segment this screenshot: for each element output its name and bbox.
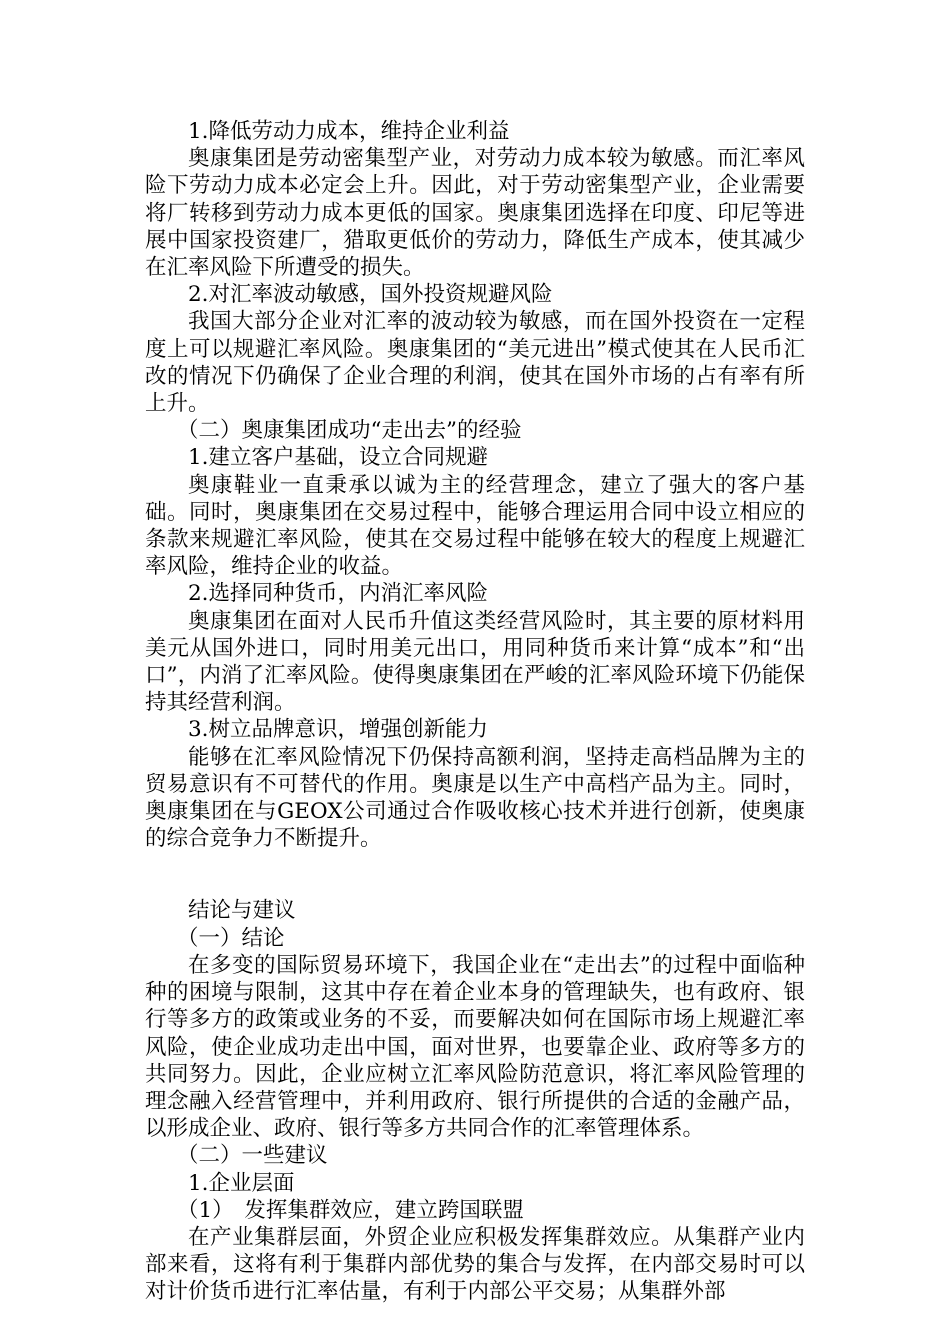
subsection-heading: （一）结论: [177, 925, 285, 951]
body-paragraph: 奥康集团是劳动密集型产业，对劳动力成本较为敏感。而汇率风险下劳动力成本必定会上升。因此，对于劳动密集型产业，企业需要将厂转移到劳动力成本更低的国家。奥康集团选择在印度、印尼等进展中国家投资建厂，猎取更低价的劳动力，降低生产成本，使其减少在汇率风险下所遭受的损失。: [145, 146, 805, 281]
body-paragraph: 奥康鞋业一直秉承以诚为主的经营理念，建立了强大的客户基础。同时，奥康集团在交易过程中，能够合理运用合同中设立相应的条款来规避汇率风险，使其在交易过程中能够在较大的程度上规避汇率风险，维持企业的收益。: [145, 472, 805, 580]
section-heading: 1.企业层面: [188, 1170, 295, 1196]
section-heading: 2.选择同种货币，内消汇率风险: [188, 581, 489, 607]
subsection-heading: （二）奥康集团成功“走出去”的经验: [177, 418, 522, 444]
body-paragraph: 能够在汇率风险情况下仍保持高额利润，坚持走高档品牌为主的贸易意识有不可替代的作用。奥康是以生产中高档产品为主。同时，奥康集团在与GEOX公司通过合作吸收核心技术并进行创新，使奥康的综合竞争力不断提升。: [145, 744, 805, 852]
paragraph-gap: [145, 852, 805, 897]
section-heading: 1.建立客户基础，设立合同规避: [188, 445, 489, 471]
body-paragraph: 我国大部分企业对汇率的波动较为敏感，而在国外投资在一定程度上可以规避汇率风险。奥康集团的“美元进出”模式使其在人民币汇改的情况下仍确保了企业合理的利润，使其在国外市场的占有率有所上升。: [145, 309, 805, 417]
body-paragraph: 在产业集群层面，外贸企业应积极发挥集群效应。从集群产业内部来看，这将有利于集群内部优势的集合与发挥，在内部交易时可以对计价货币进行汇率估量，有利于内部公平交易；从集群外部: [145, 1224, 805, 1305]
document-body: [145, 118, 805, 1306]
body-paragraph: 在多变的国际贸易环境下，我国企业在“走出去”的过程中面临种种的困境与限制，这其中存在着企业本身的管理缺失，也有政府、银行等多方的政策或业务的不妥，而要解决如何在国际市场上规避汇率风险，使企业成功走出中国，面对世界，也要靠企业、政府等多方的共同努力。因此，企业应树立汇率风险防范意识，将汇率风险管理的理念融入经营管理中，并利用政府、银行所提供的合适的金融产品，以形成企业、政府、银行等多方共同合作的汇率管理体系。: [145, 952, 805, 1142]
section-heading: 3.树立品牌意识，增强创新能力: [188, 717, 489, 743]
chapter-heading: 结论与建议: [188, 898, 296, 924]
section-heading: 1.降低劳动力成本，维持企业利益: [188, 119, 510, 144]
subsection-heading: （二）一些建议: [177, 1143, 328, 1169]
section-heading: 2.对汇率波动敏感，国外投资规避风险: [188, 282, 553, 308]
body-paragraph: 奥康集团在面对人民币升值这类经营风险时，其主要的原材料用美元从国外进口，同时用美元出口，用同种货币来计算“成本”和“出口”，内消了汇率风险。使得奥康集团在严峻的汇率风险环境下仍能保持其经营利润。: [145, 608, 805, 716]
subsection-heading: （1） 发挥集群效应，建立跨国联盟: [177, 1197, 524, 1223]
